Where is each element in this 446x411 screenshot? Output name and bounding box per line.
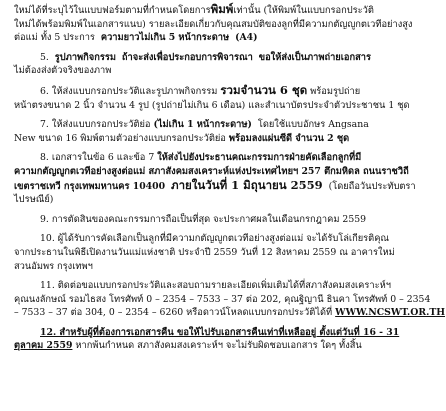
item-5-line-2: ไม่ต้องส่งตัวจริงของภาพ: [14, 65, 112, 77]
item-12-line-2: ตุลาคม 2559 หากพ้นกำหนด สภาสังคมสงเคราะห์ฯ จะไม่รับผิดชอบเอกสาร ใดๆ ทั้งสิ้น: [14, 340, 362, 352]
item-7-line-2: New ขนาด 16 พิมพ์ตามตัวอย่างแบบกรอกประวัติย่อ พร้อมลงแผ่นซีดี จำนวน 2 ชุด: [14, 132, 350, 144]
item-10-line-1: 10. ผู้ได้รับการคัดเลือกเป็นลูกที่มีความกตัญญูกตเวทีอย่างสูงต่อแม่ จะได้รับโล่เกียรติคุณ: [40, 233, 390, 245]
item-10-line-3: สวนอัมพร กรุงเทพฯ: [14, 260, 93, 272]
item-8-line-4: ไปรษณีย์): [14, 194, 54, 206]
website-link[interactable]: WWW.NCSWT.OR.TH: [335, 307, 446, 319]
item-12-line-1: 12. สำหรับผู้ที่ต้องการเอกสารคืน ขอให้ไปรับเอกสารคืนเท่าที่เหลืออยู่ ตั้งแต่วันที่ 16 - 31: [40, 326, 400, 338]
item-4-line-2: ใหม่ได้พร้อมพิมพ์ในเอกสารแนบ) รายละเอียดเกี่ยวกับคุณสมบัติของลูกที่มีความกตัญญูกตเวทีอย่างสูง: [14, 18, 413, 30]
item-8-line-1: 8. เอกสารในข้อ 6 และข้อ 7 ให้ส่งไปยังประธานคณะกรรมการฝ่ายคัดเลือกลูกที่มี: [40, 152, 362, 164]
item-6-line-1: 6. ให้ส่งแบบกรอกประวัติและรูปภาพกิจกรรม รวมจำนวน 6 ชุด พร้อมรูปถ่าย: [40, 82, 361, 97]
item-11-line-3: – 7533 – 37 ต่อ 304, 0 – 2354 – 6260 หรือดาวน์โหลดแบบกรอกประวัติได้ที่ WWW.NCSWT.OR.TH: [14, 307, 446, 319]
item-7-line-1: 7. ให้ส่งแบบกรอกประวัติย่อ (ไม่เกิน 1 หน้ากระดาษ) โดยใช้แบบอักษร Angsana: [40, 119, 369, 131]
item-11-line-1: 11. ติดต่อขอแบบกรอกประวัติและสอบถามรายละเอียดเพิ่มเติมได้ที่สภาสังคมสงเคราะห์ฯ: [40, 280, 391, 292]
item-10-line-2: จากประธานในพิธีเปิดงานวันแม่แห่งชาติ ประจำปี 2559 วันที่ 12 สิงหาคม 2559 ณ อาคารใหม่: [14, 246, 395, 258]
item-4-line-1: ใหม่ได้ที่ระบุไว้ในแบบฟอร์มตามที่กำหนดโดยการพิมพ์เท่านั้น (ให้พิมพ์ในแบบกรอกประวัติ: [14, 2, 374, 16]
item-8-line-3: เขตราชเทวี กรุงเทพมหานคร 10400 ภายในวันที่ 1 มิถุนายน 2559 (โดยถือวันประทับตรา: [14, 177, 416, 192]
item-6-line-2: หน้าตรงขนาด 2 นิ้ว จำนวน 4 รูป (รูปถ่ายไม่เกิน 6 เดือน) และสำเนาบัตรประจำตัวประชาชน 1 ชุด: [14, 99, 410, 111]
item-4-line-3: ต่อแม่ ทั้ง 5 ประการ ความยาวไม่เกิน 5 หน้ากระดาษ (A4): [14, 32, 258, 44]
item-9-line-1: 9. การตัดสินของคณะกรรมการถือเป็นที่สุด จะประกาศผลในเดือนกรกฎาคม 2559: [40, 213, 367, 225]
item-11-line-2: คุณนงลักษณ์ รอมไธสง โทรศัพท์ 0 – 2354 – 7533 – 37 ต่อ 202, คุณฐิญานี ธินคา โทรศัพท์ 0 – 2354: [14, 293, 431, 305]
item-5-line-1: 5. รูปภาพกิจกรรม ถ้าจะส่งเพื่อประกอบการพิจารณา ขอให้ส่งเป็นภาพถ่ายเอกสาร: [40, 51, 372, 63]
item-8-line-2: ความกตัญญูกตเวทีอย่างสูงต่อแม่ สภาสังคมสงเคราะห์แห่งประเทศไทยฯ 257 ตึกมหิดล ถนนราชวิถี: [14, 165, 409, 177]
